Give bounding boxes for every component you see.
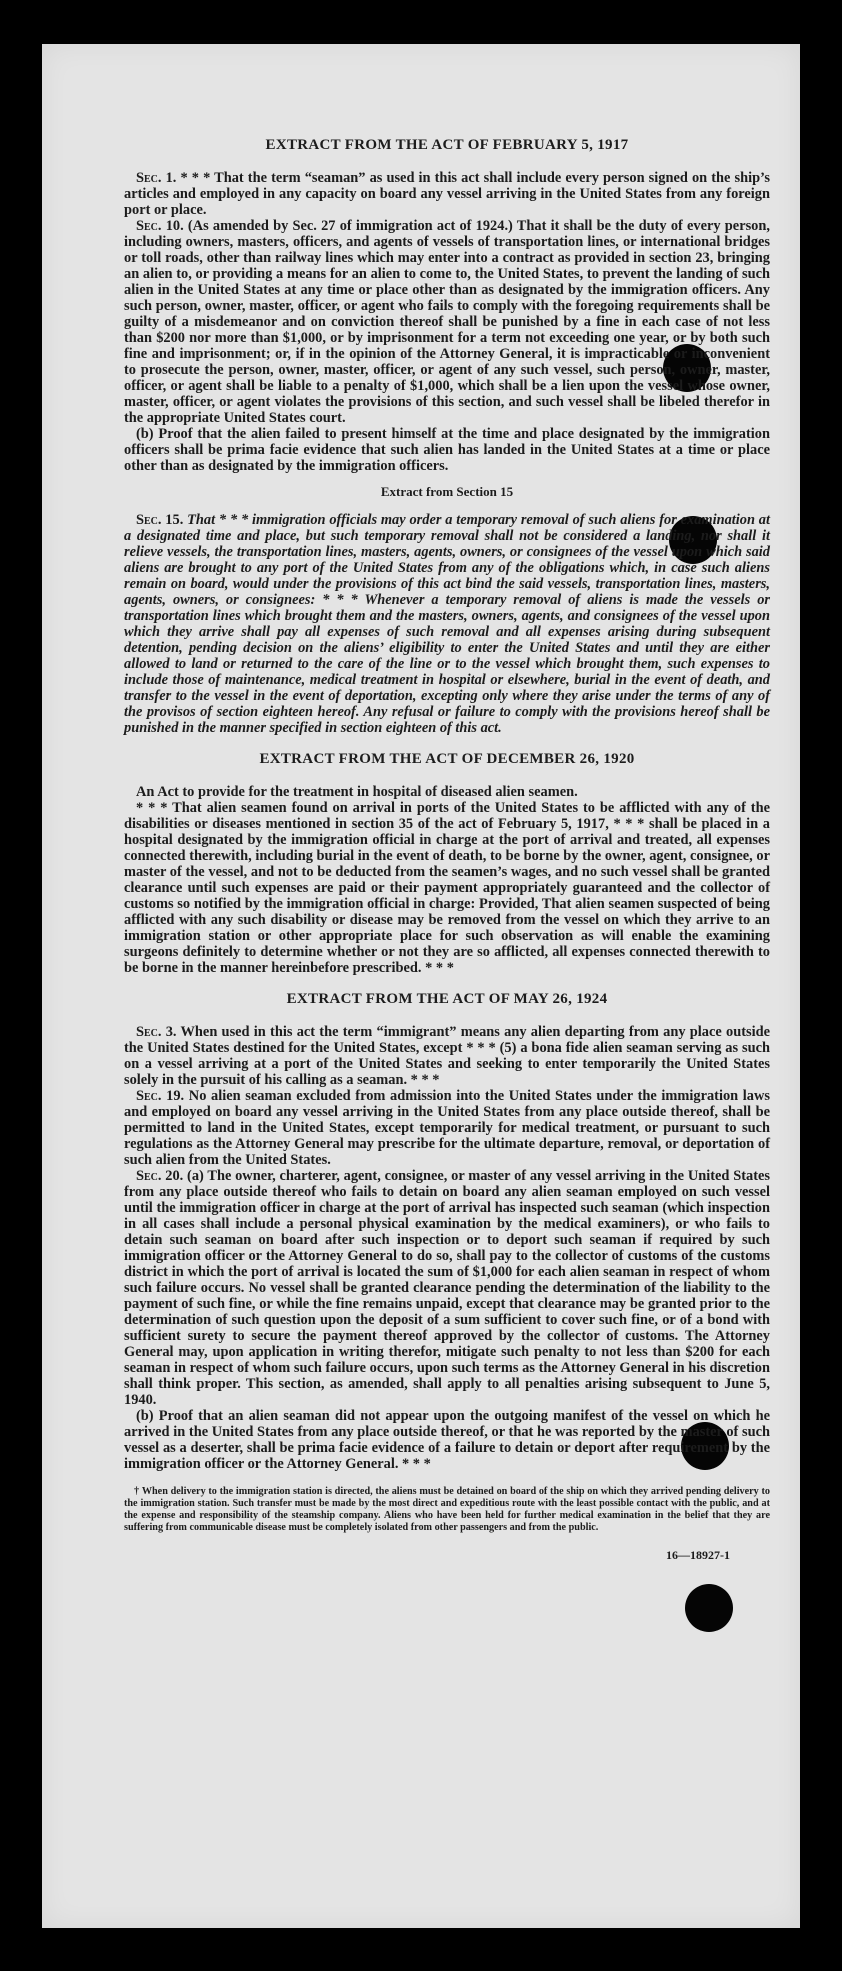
section-text: That * * * immigration officials may order a temporary removal of such aliens for examination at a designated time and place, but such temporary removal shall not be considered a landing, nor shall it relieve vessels, the transportation lines, masters, agents, owners, or consignees of the vessel upon which said aliens are brought to any port of the United States from any of the obligations which, in case such aliens remain on board, would under the provisions of this act bind the said vessels, transportation lines, masters, agents, owners, or consignees: * * * Whenever a temporary removal of aliens is made the vessels or transportation lines which brought them and the masters, owners, agents, and consignees of the vessel upon which they arrive shall pay all expenses of such removal and all expenses arising during subsequent detention, pending decision on the aliens’ eligibility to enter the United States and until they are either allowed to land or returned to the care of the line or to the vessel which brought them, such expenses to include those of maintenance, medical treatment in hospital or elsewhere, burial in the event of death, and transfer to the vessel in the event of deportation, excepting only where they arise under the terms of any of the provisos of section eighteen hereof. Any refusal or failure to comply with the provisions hereof shall be punished in the manner specified in section eighteen of this act.	[124, 512, 770, 736]
section-label: Sec. 15.	[136, 512, 184, 528]
section-3	[124, 1024, 770, 1088]
document-text	[124, 136, 770, 1563]
section-label: Sec. 10.	[136, 218, 184, 234]
heading-act-1924: EXTRACT FROM THE ACT OF MAY 26, 1924	[286, 991, 608, 1007]
section-text: * * * That the term “seaman” as used in this act shall include every person signed on the ship’s articles and employed in any capacity on board any vessel arriving in the United States from any foreign port or place.	[124, 170, 770, 218]
section-label: Sec. 1.	[136, 170, 177, 186]
section-text: (As amended by Sec. 27 of immigration act of 1924.) That it shall be the duty of every person, including owners, masters, officers, and agents of vessels of transportation lines, or international bridges or toll roads, other than railway lines which may enter into a contract as provided in section 23, bringing an alien to, or providing a means for an alien to come to, the United States, to prevent the landing of such alien in the United States at any time or place other than as designated by the immigration officers. Any such person, owner, master, officer, or agent who fails to comply with the foregoing requirements shall be guilty of a misdemeanor and on conviction thereof shall be punished by a fine in each case of not less than $200 nor more than $1,000, or by imprisonment for a term not exceeding one year, or by both such fine and imprisonment; or, if in the opinion of the Attorney General, it is impracticable or inconvenient to prosecute the person, owner, master, officer, or agent of any such vessel, such person, owner, master, officer, or agent shall be liable to a penalty of $1,000, which shall be a lien upon the vessel whose owner, master, officer, or agent violates the provisions of this section, and such vessel shall be libeled therefor in the appropriate United States court.	[124, 218, 770, 426]
form-code: 16—18927-1	[666, 1548, 730, 1562]
section-10	[124, 218, 770, 426]
punch-hole	[685, 1584, 733, 1632]
act-1920-text: * * * That alien seamen found on arrival in ports of the United States to be afflicted with any of the disabilities or diseases mentioned in section 35 of the act of February 5, 1917, * * * shall be placed in a hospital designated by the immigration official in charge at the port of arrival and treated, all expenses connected therewith, including burial in the event of death, to be borne by the owner, agent, consignee, or master of the vessel, and not to be deducted from the seamen’s wages, and no such vessel shall be granted clearance until such expenses are paid or their payment appropriately guaranteed and the collector of customs so notified by the immigration official in charge: Provided, That alien seamen suspected of being afflicted with any such disability or disease may be removed from the vessel on which they arrive to an immigration station or other appropriate place for such observation as will enable the examining surgeons definitely to determine whether or not they are so afflicted, all expenses connected therewith to be borne in the manner hereinbefore prescribed. * * *	[124, 800, 770, 976]
section-20	[124, 1168, 770, 1408]
section-text: When used in this act the term “immigrant” means any alien departing from any place outside the United States destined for the United States, except * * * (5) a bona fide alien seaman serving as such on a vessel arriving at a port of the United States and seeking to enter temporarily the United States solely in the pursuit of his calling as a seaman. * * *	[124, 1024, 771, 1088]
section-20b: (b) Proof that an alien seaman did not appear upon the outgoing manifest of the vessel on which he arrived in the United States from any place outside thereof, or that he was reported by the master of such vessel as a deserter, shall be prima facie evidence of a failure to detain or deport after requirement by the immigration officer or the Attorney General. * * *	[124, 1408, 770, 1472]
section-text: No alien seaman excluded from admission into the United States under the immigration laws and employed on board any vessel arriving in the United States from any place outside thereof, shall be permitted to land in the United States, except temporarily for medical treatment, or pursuant to such regulations as the Attorney General may prescribe for the ultimate departure, removal, or deportation of such alien from the United States.	[124, 1088, 770, 1168]
section-label: Sec. 20.	[136, 1168, 184, 1184]
section-1	[124, 170, 770, 218]
section-text: (a) The owner, charterer, agent, consignee, or master of any vessel arriving in the United States from any place outside thereof who fails to detain on board any alien seaman employed on such vessel until the immigration officer in charge at the port of arrival has inspected such seaman (which inspection in all cases shall include a personal physical examination by the medical examiners), or who fails to detain such seaman on board after such inspection or to deport such seaman if required by such immigration officer or the Attorney General to do so, shall pay to the collector of customs of the customs district in which the port of arrival is located the sum of $1,000 for each alien seaman in respect of whom such failure occurs. No vessel shall be granted clearance pending the determination of the liability to the payment of such fine, or while the fine remains unpaid, except that clearance may be granted prior to the determination of such question upon the deposit of a sum sufficient to cover such fine, or of a bond with sufficient surety to secure the payment thereof approved by the collector of customs. The Attorney General may, upon application in writing therefor, mitigate such penalty to not less than $200 for each seaman in respect of whom such failure occurs, upon such terms as the Attorney General in his discretion shall think proper. This section, as amended, shall apply to all penalties arising subsequent to June 5, 1940.	[124, 1168, 770, 1408]
heading-act-1917: EXTRACT FROM THE ACT OF FEBRUARY 5, 1917	[265, 137, 629, 153]
section-19	[124, 1088, 770, 1168]
section-label: Sec. 19.	[136, 1088, 185, 1104]
section-15	[124, 512, 770, 736]
section-10b: (b) Proof that the alien failed to present himself at the time and place designated by the immigration officers shall be prima facie evidence that such alien has landed in the United States at a time or place other than as designated by the immigration officers.	[124, 426, 770, 474]
act-1920-intro: An Act to provide for the treatment in hospital of diseased alien seamen.	[136, 784, 578, 800]
footnote: † When delivery to the immigration station is directed, the aliens must be detained on board of the ship on which they arrived pending delivery to the immigration station. Such transfer must be made by the most direct and expeditious route with the least possible contact with the public, and at the expense and responsibility of the steamship company. Aliens who have been held for further medical examination in the belief that they are suffering from communicable disease must be completely isolated from other passengers and from the public.	[124, 1486, 770, 1533]
heading-section-15: Extract from Section 15	[380, 484, 514, 499]
section-label: Sec. 3.	[136, 1024, 177, 1040]
heading-act-1920: EXTRACT FROM THE ACT OF DECEMBER 26, 1920	[259, 751, 635, 767]
